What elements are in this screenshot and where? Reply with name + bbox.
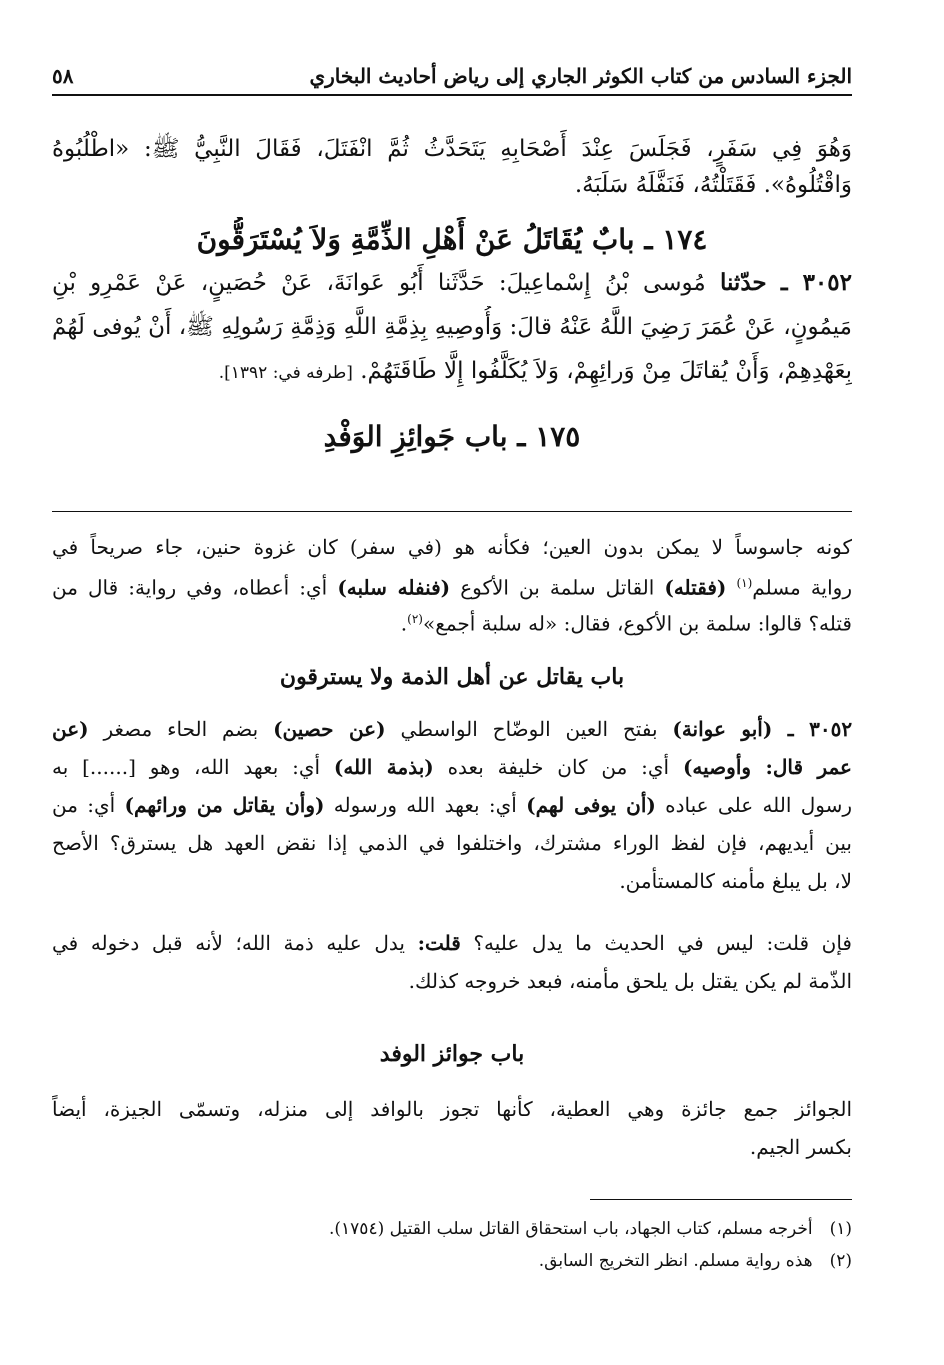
footnote-1 [52,1214,852,1244]
bold-term: (عن [52,717,89,741]
chapter-175-heading: ١٧٥ ـ باب جَوائِزِ الوَفْدِ [323,420,581,453]
footnote-text: هذه رواية مسلم. انظر التخريج السابق. [538,1251,813,1271]
hadith-number: ٣٠٥٢ ـ [780,269,852,296]
footnote-ref-2: (٢) [407,612,423,626]
header-rule [52,94,852,96]
commentary-heading-1: باب يقاتل عن أهل الذمة ولا يسترقون [279,664,625,690]
page-number: ٥٨ [52,64,74,88]
text-run: قتله؟ قالوا: سلمة بن الأكوع، فقال: «له سلبة أجمع» [422,611,852,636]
commentary-heading-2: باب جوائز الوفد [379,1041,525,1067]
chapter-174-heading: ١٧٤ ـ بابٌ يُقَاتَلُ عَنْ أَهْلِ الذِّمَّةِ وَلاَ يُسْتَرَقُّونَ [196,223,708,256]
book-page [52,0,852,1365]
text-run: بفتح العين الوضّاح الواسطي [400,717,658,741]
commentary-p2-line-4: بين أيديهم، فإن لفظ الوراء مشترك، واختلفوا في الذمي إذا نقض العهد هل يسترق؟ الأصح [52,831,852,855]
commentary-p1-line-2 [52,565,852,601]
commentary-p4-line-1: الجوائز جمع جائزة وهي العطية، كأنها تجوز بالوافد إلى منزله، وتسمّى الجيزة، أيضاً [52,1097,852,1121]
hadith-3052-line-1-text: مُوسى بْنُ إِسْماعِيلَ: حَدَّثَنا أَبُو عَوانَةَ، عَنْ حُصَينٍ، عَنْ عَمْرِو بْنِ [52,270,706,296]
haddathana: حدّثنا [719,269,767,296]
text-run: يدل عليه ذمة الله؛ لأنه قبل دخوله في [52,931,405,955]
text-run: فإن قلت: ليس في الحديث ما يدل عليه؟ [473,931,852,955]
section-separator [52,511,852,512]
bold-term: (فنفله سلبه) [337,575,451,600]
running-title: الجزء السادس من كتاب الكوثر الجاري إلى رياض أحاديث البخاري [309,64,852,88]
hadith-3052-line-3 [52,350,852,392]
bold-term: قلت: [417,931,461,955]
text-run: القاتل سلمة بن الأكوع [460,575,655,600]
commentary-p2-line-3 [52,787,852,823]
commentary-p2-line-2 [52,749,852,785]
bold-term: ٣٠٥٢ ـ (أبو عوانة) [672,717,852,741]
text-run: رواية مسلم [752,575,852,600]
text-run: رسول الله على عباده [665,793,852,817]
bold-term: (عن حصين) [273,717,386,741]
text-run: أي: من [52,793,116,817]
footnote-rule [590,1199,852,1200]
text-run: بضم الحاء مصغر [103,717,259,741]
text-run: أي: بعهد الله، وهو [......] به [52,755,321,779]
commentary-p3-line-1 [52,925,852,961]
text-run: أي: من كان خليفة بعده [447,755,670,779]
commentary-p1-line-1: كونه جاسوساً لا يمكن بدون العين؛ فكأنه هو (في سفر) كان غزوة حنين، جاء صريحاً في [52,535,852,559]
commentary-p3-line-2: الذّمة لم يكن يقتل بل يلحق مأمنه، فبعد خروجه كذلك. [408,969,852,993]
page-header [52,58,852,94]
text-run: . [400,611,408,636]
commentary-p2-line-5: لا، بل يبلغ مأمنه كالمستأمن. [619,869,852,893]
commentary-p4-line-2: بكسر الجيم. [749,1135,852,1159]
hadith-3052-line-3-text: بِعَهْدِهِمْ، وَأَنْ يُقاتَلَ مِنْ وَرائِهِمْ، وَلاَ يُكَلَّفُوا إِلَّا طَاقَتَهُمْ. [360,358,852,384]
footnote-number: (١) [829,1219,852,1239]
tarf-reference: [طرفه في: ١٣٩٢]. [218,363,353,383]
bold-term: (أن يوفى لهم) [526,793,656,817]
footnote-ref-1: (١) [736,576,753,590]
hadith-3052-line-2: مَيمُونٍ، عَنْ عُمَرَ رَضِيَ اللَّهُ عَنْهُ قالَ: وَأُوصِيهِ بِذِمَّةِ اللَّهِ وَذِمَّةِ رَسُولِهِ ﷺ، أَنْ يُوفى لَهُمْ [52,314,852,340]
footnote-2 [52,1246,852,1276]
hadith-3052-line-1 [52,262,852,304]
bold-term: (وأن يقاتل من ورائهم) [124,793,325,817]
hadith-text-line-2: وَاقْتُلُوهُ». فَقَتَلْتُهُ، فَنَفَّلَهُ سَلَبَهُ. [574,172,852,198]
footnote-text: أخرجه مسلم، كتاب الجهاد، باب استحقاق القاتل سلب القتيل (١٧٥٤). [329,1219,813,1239]
commentary-p2-line-1 [52,711,852,747]
text-run: أي: بعهد الله ورسوله [333,793,517,817]
bold-term: عمر قال: وأوصيه) [682,755,852,779]
bold-term: (بذمة الله) [333,755,434,779]
footnote-number: (٢) [829,1251,852,1271]
text-run: أي: أعطاه، وفي رواية: قال من [52,575,328,600]
commentary-p1-line-3 [52,601,852,637]
hadith-text-line-1: وَهُوَ فِي سَفَرٍ، فَجَلَسَ عِنْدَ أَصْحَابِهِ يَتَحَدَّثُ ثُمَّ انْفَتَلَ، فَقَالَ النَّبِيُّ ﷺ: «اطْلُبُوهُ [52,136,852,162]
bold-term: (فقتله) [664,575,727,600]
